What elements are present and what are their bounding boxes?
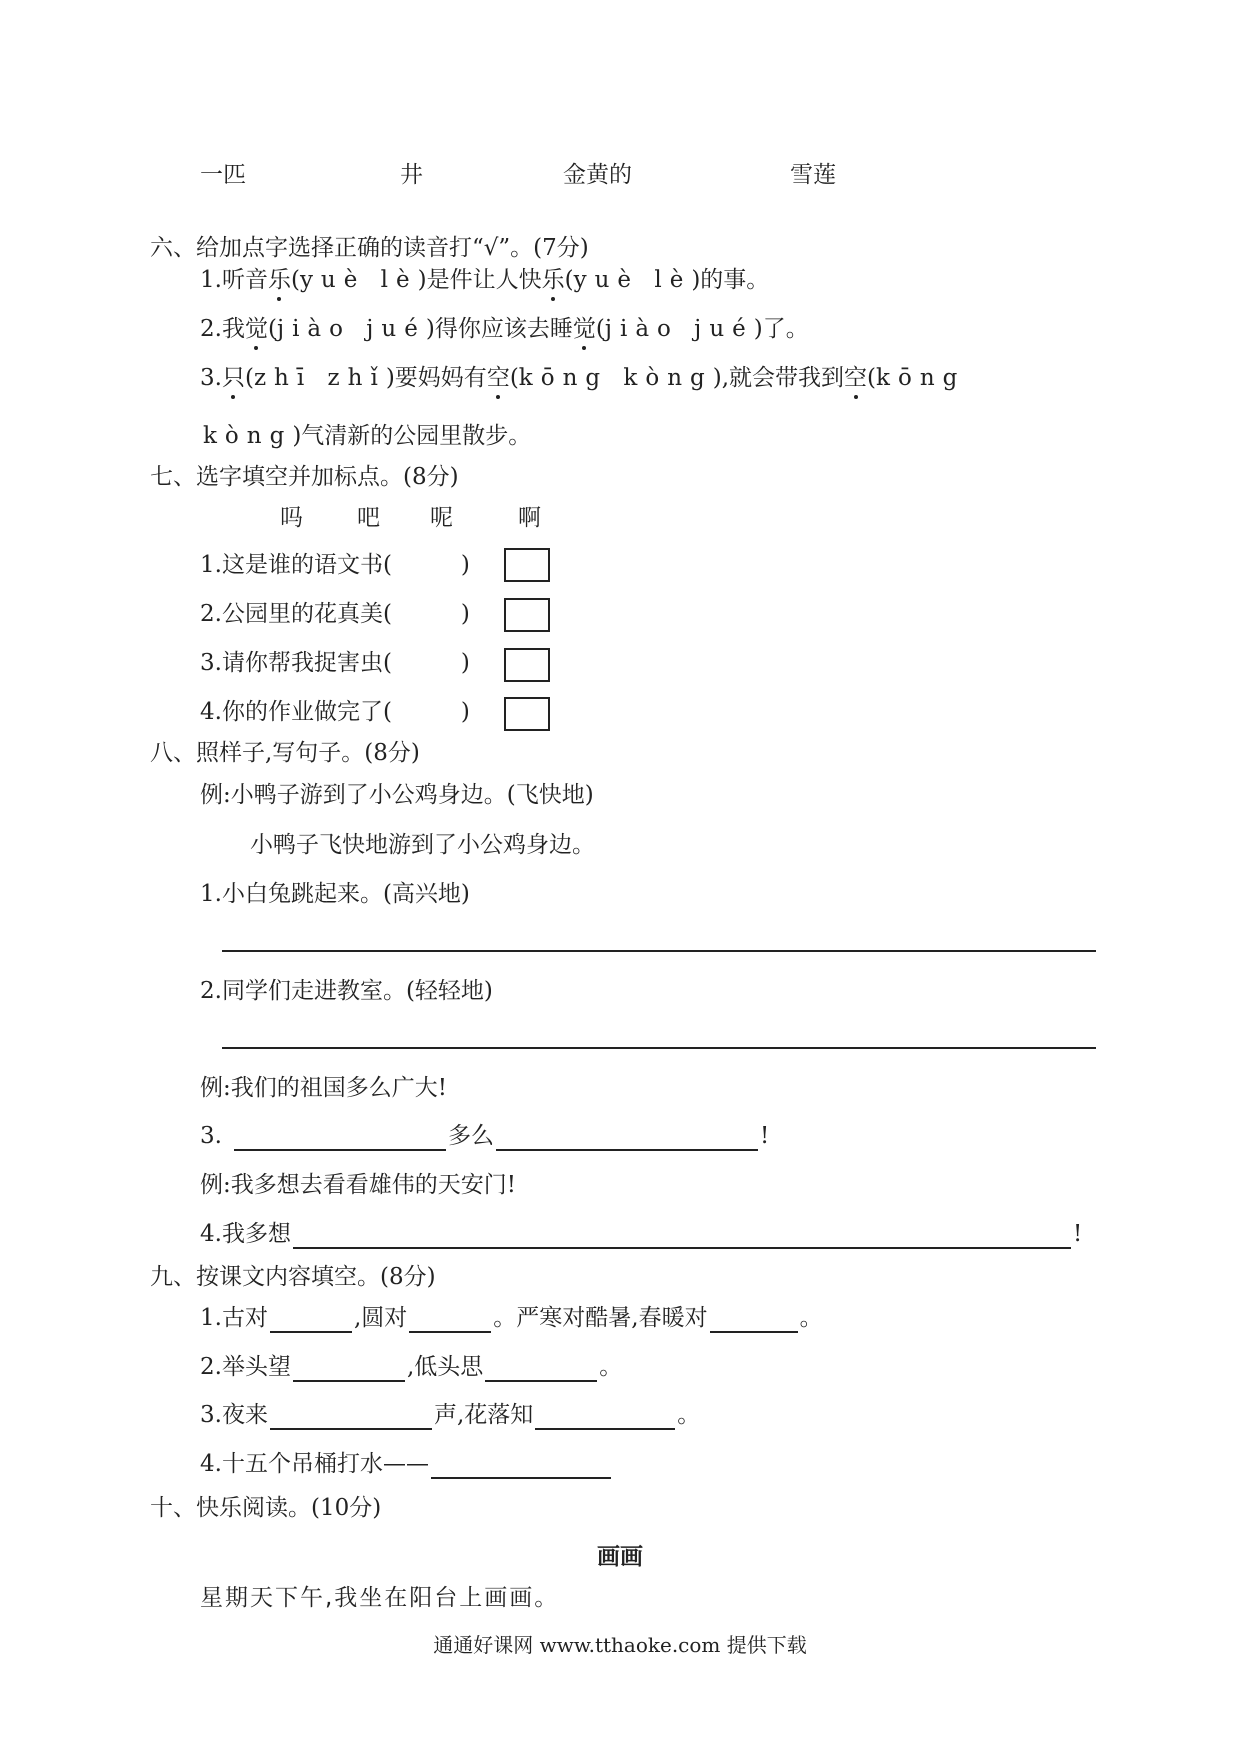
particle-2: 吧 xyxy=(357,505,380,531)
s7-item-1: 1.这是谁的语文书( ) xyxy=(200,552,470,578)
s8-example-2: 例:我们的祖国多么广大! xyxy=(200,1075,447,1101)
dotted-char: 乐 xyxy=(541,267,565,293)
pinyin-option: yuè lè xyxy=(299,267,418,293)
punctuation-box-2[interactable] xyxy=(504,598,550,632)
section-9-heading: 九、按课文内容填空。(8分) xyxy=(150,1264,436,1290)
punctuation-box-3[interactable] xyxy=(504,648,550,682)
dotted-char: 乐 xyxy=(267,267,291,293)
s6-question-2: 2.我觉(jiào jué)得你应该去睡觉(jiào jué)了。 xyxy=(200,316,809,342)
dotted-char: 空 xyxy=(844,365,868,391)
dotted-char: 空 xyxy=(486,365,510,391)
punctuation-box-4[interactable] xyxy=(504,697,550,731)
pinyin-option: kòng xyxy=(203,423,293,449)
s6-question-3: 3.只(zhī zhǐ)要妈妈有空(kōng kòng),就会带我到空(kōng xyxy=(200,365,966,391)
punctuation-box-1[interactable] xyxy=(504,548,550,582)
pinyin-option: yuè lè xyxy=(573,267,692,293)
dotted-char: 觉 xyxy=(572,316,596,342)
section-10-heading: 十、快乐阅读。(10分) xyxy=(150,1495,382,1521)
s7-item-2: 2.公园里的花真美( ) xyxy=(200,601,470,627)
s8-question-4: 4.我多想 ! xyxy=(200,1221,1083,1247)
pinyin-option: jiào jué xyxy=(276,316,426,342)
particle-3: 呢 xyxy=(430,505,453,531)
word-1: 一匹 xyxy=(200,162,246,188)
s9-question-1: 1.古对 ,圆对 。严寒对酷暑,春暖对 。 xyxy=(200,1305,823,1331)
section-8-heading: 八、照样子,写句子。(8分) xyxy=(150,740,420,766)
s7-item-4: 4.你的作业做完了( ) xyxy=(200,699,470,725)
blank-3a[interactable] xyxy=(234,1127,446,1151)
s9-question-3: 3.夜来 声,花落知 。 xyxy=(200,1402,701,1428)
blank[interactable] xyxy=(270,1406,432,1430)
word-3: 金黄的 xyxy=(563,162,632,188)
dotted-char: 只 xyxy=(221,365,245,391)
s8-question-1: 1.小白兔跳起来。(高兴地) xyxy=(200,881,470,907)
answer-line-2[interactable] xyxy=(222,1047,1096,1049)
blank[interactable] xyxy=(485,1358,597,1382)
s8-question-3: 3. 多么 ! xyxy=(200,1123,770,1149)
footer-source: 通通好课网 www.tthaoke.com 提供下载 xyxy=(433,1633,807,1657)
reading-first-line: 星期天下午,我坐在阳台上画画。 xyxy=(200,1585,560,1611)
section-7-heading: 七、选字填空并加标点。(8分) xyxy=(150,464,459,490)
dotted-char: 觉 xyxy=(244,316,268,342)
s8-example-3: 例:我多想去看看雄伟的天安门! xyxy=(200,1172,516,1198)
particle-4: 啊 xyxy=(518,505,541,531)
s9-question-2: 2.举头望 ,低头思 。 xyxy=(200,1354,623,1380)
reading-title: 画画 xyxy=(597,1543,643,1570)
pinyin-option: zhī zhǐ xyxy=(253,365,386,391)
pinyin-option: kōng xyxy=(876,365,966,391)
blank[interactable] xyxy=(270,1309,352,1333)
blank[interactable] xyxy=(535,1406,675,1430)
particle-1: 吗 xyxy=(280,505,303,531)
pinyin-option: jiào jué xyxy=(604,316,754,342)
s9-question-4: 4.十五个吊桶打水—— xyxy=(200,1449,613,1479)
s8-example-1: 例:小鸭子游到了小公鸡身边。(飞快地) xyxy=(200,782,594,808)
pinyin-option: kōng kòng xyxy=(518,365,713,391)
section-6-heading: 六、给加点字选择正确的读音打“√”。(7分) xyxy=(150,235,589,261)
blank[interactable] xyxy=(409,1309,491,1333)
s8-question-2: 2.同学们走进教室。(轻轻地) xyxy=(200,978,493,1004)
word-4: 雪莲 xyxy=(790,162,836,188)
s6-question-1: 1.听音乐(yuè lè)是件让人快乐(yuè lè)的事。 xyxy=(200,267,770,293)
answer-line-1[interactable] xyxy=(222,950,1096,952)
blank[interactable] xyxy=(710,1309,798,1333)
blank[interactable] xyxy=(431,1455,611,1479)
blank-4[interactable] xyxy=(293,1225,1071,1249)
s7-item-3: 3.请你帮我捉害虫( ) xyxy=(200,650,470,676)
blank-3b[interactable] xyxy=(496,1127,758,1151)
s8-example-1-answer: 小鸭子飞快地游到了小公鸡身边。 xyxy=(250,832,595,858)
word-2: 井 xyxy=(400,162,423,188)
blank[interactable] xyxy=(293,1358,405,1382)
s6-question-3-cont: kòng)气清新的公园里散步。 xyxy=(203,423,532,449)
